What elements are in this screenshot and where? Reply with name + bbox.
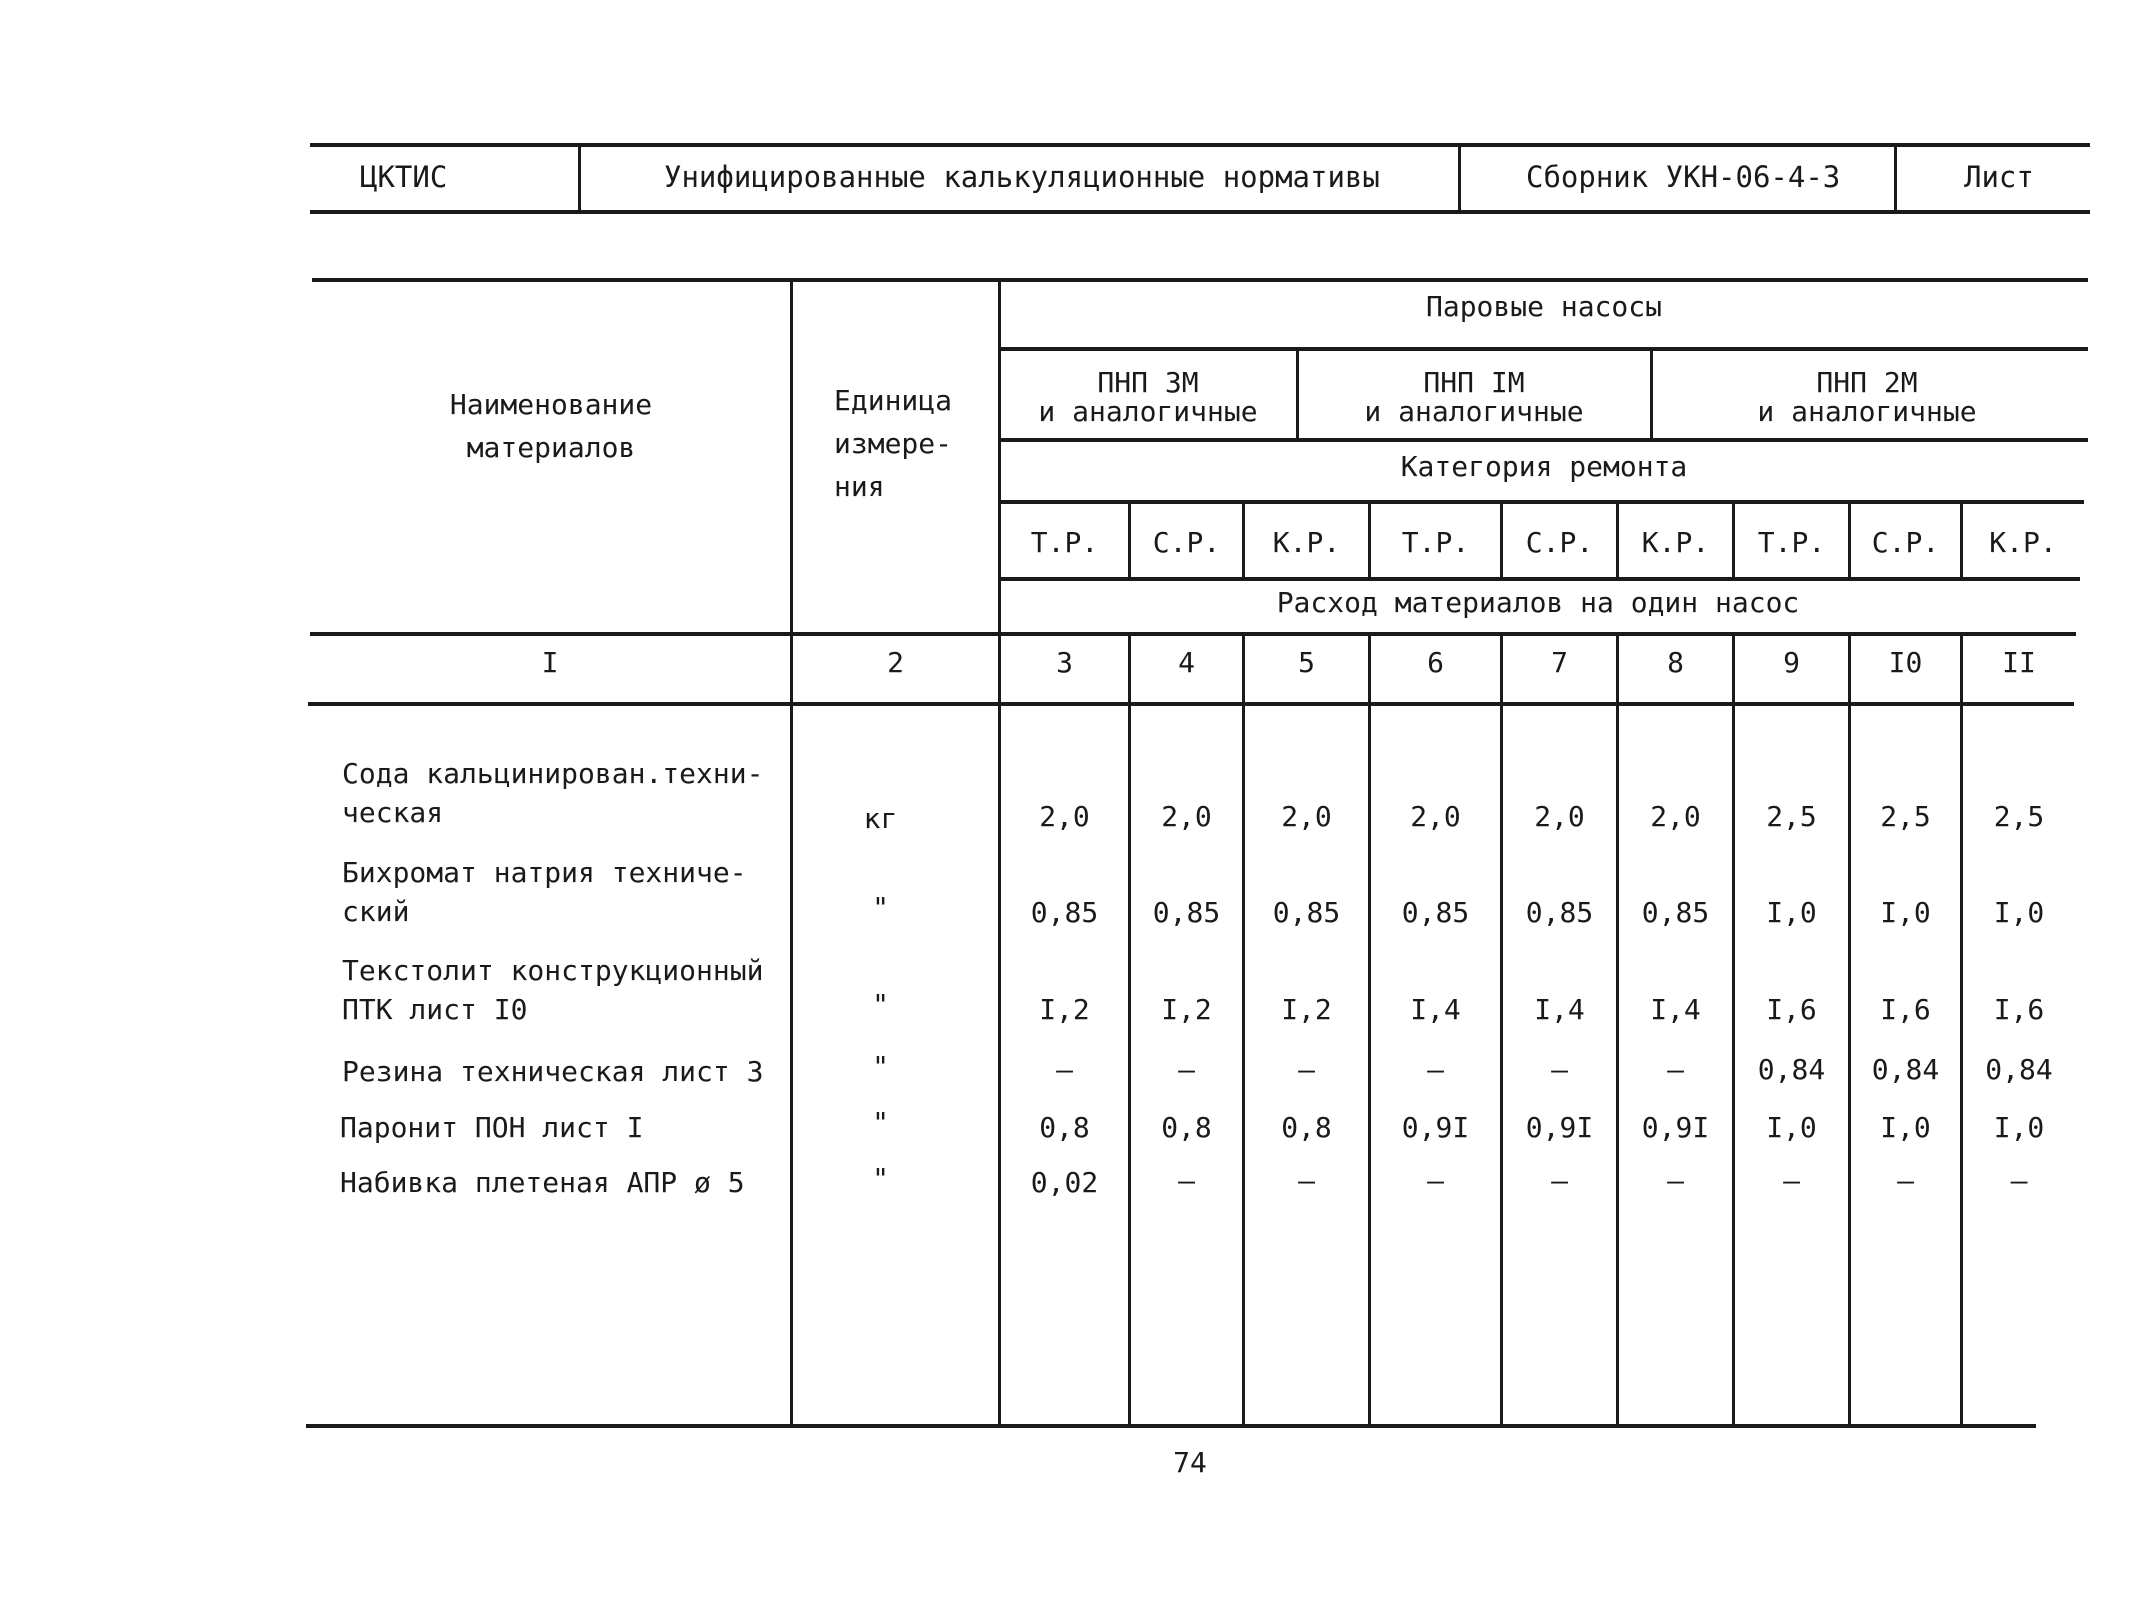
pump-type-2-line2: и аналогичные — [1364, 395, 1584, 428]
material-name-line1: Паронит ПОН лист I — [340, 1111, 644, 1144]
header-divider — [1894, 146, 1897, 212]
col-name-header-line1: Наименование — [449, 388, 653, 421]
repair-category: С.Р. — [1525, 526, 1594, 559]
value-cell: I,4 — [1410, 993, 1461, 1026]
col-name-header-line2: материалов — [466, 431, 636, 464]
value-cell: 0,85 — [1525, 896, 1594, 929]
value-cell: I,4 — [1650, 993, 1701, 1026]
col-unit-header-line3: ния — [834, 470, 885, 503]
pump-type-1-line2: и аналогичные — [1038, 395, 1258, 428]
header-bottom-rule — [310, 210, 2090, 214]
repair-category: С.Р. — [1871, 526, 1940, 559]
column-number: 3 — [1056, 646, 1073, 679]
column-number: 7 — [1551, 646, 1568, 679]
value-cell: – — [1783, 1164, 1800, 1197]
consumption-header: Расход материалов на один насос — [1276, 586, 1800, 619]
column-number: I0 — [1888, 646, 1923, 679]
value-column-divider — [1242, 634, 1245, 1426]
value-column-divider — [1960, 634, 1963, 1426]
column-number: 6 — [1427, 646, 1444, 679]
unit-cell: " — [872, 988, 889, 1021]
value-cell: – — [1298, 1164, 1315, 1197]
col-unit-header-line1: Единица — [834, 384, 953, 417]
repair-category: Т.Р. — [1030, 526, 1099, 559]
value-cell: 0,8 — [1161, 1111, 1212, 1144]
value-cell: – — [1897, 1164, 1914, 1197]
repair-category: К.Р. — [1641, 526, 1710, 559]
group-header-rule — [1000, 347, 2088, 351]
value-cell: 0,9I — [1641, 1111, 1710, 1144]
value-cell: 0,85 — [1641, 896, 1710, 929]
pump-type-1-line1: ПНП 3М — [1097, 366, 1199, 399]
repair-category: Т.Р. — [1401, 526, 1470, 559]
value-cell: – — [1178, 1053, 1195, 1086]
value-cell: – — [1667, 1053, 1684, 1086]
column-divider — [790, 280, 793, 1426]
value-cell: 0,9I — [1401, 1111, 1470, 1144]
repair-category: К.Р. — [1272, 526, 1341, 559]
unit-cell: " — [872, 891, 889, 924]
pump-type-rule — [1000, 438, 2088, 442]
unit-cell: " — [872, 1162, 889, 1195]
pump-type-2-line1: ПНП IM — [1423, 366, 1525, 399]
value-column-divider — [1128, 634, 1131, 1426]
material-name-line1: Резина техническая лист 3 — [342, 1055, 764, 1088]
value-cell: I,0 — [1993, 1111, 2045, 1144]
material-name-line2: ский — [342, 895, 410, 928]
repair-header-rule — [1000, 500, 2084, 504]
group-header: Паровые насосы — [1425, 290, 1662, 323]
header-collection: Сборник УКН-06-4-3 — [1526, 160, 1841, 194]
value-cell: I,0 — [1880, 1111, 1931, 1144]
value-cell: – — [1298, 1053, 1315, 1086]
header-top-rule — [310, 143, 2090, 147]
value-cell: 2,0 — [1281, 800, 1332, 833]
unit-cell: " — [872, 1050, 889, 1083]
material-name-line1: Бихромат натрия техниче- — [342, 856, 747, 889]
repair-category: С.Р. — [1152, 526, 1221, 559]
value-column-divider — [1616, 634, 1619, 1426]
column-number: 2 — [887, 646, 904, 679]
value-cell: – — [1427, 1164, 1444, 1197]
value-cell: 0,85 — [1401, 896, 1470, 929]
header-sheet: Лист — [1964, 160, 2034, 194]
value-cell: I,6 — [1993, 993, 2045, 1026]
value-cell: 2,5 — [1993, 800, 2045, 833]
column-number: I — [541, 646, 559, 679]
value-cell: – — [1667, 1164, 1684, 1197]
value-cell: 2,0 — [1410, 800, 1461, 833]
value-cell: I,0 — [1880, 896, 1931, 929]
page-number: 74 — [1173, 1446, 1207, 1479]
value-cell: 0,84 — [1871, 1053, 1940, 1086]
pump-type-3-line2: и аналогичные — [1757, 395, 1977, 428]
col-unit-header-line2: измере- — [834, 427, 953, 460]
table-bottom-rule — [306, 1424, 2036, 1428]
value-cell: 0,02 — [1030, 1166, 1099, 1199]
repair-category: Т.Р. — [1757, 526, 1826, 559]
repair-category: К.Р. — [1989, 526, 2057, 559]
value-cell: 0,85 — [1272, 896, 1341, 929]
table-top-rule — [312, 278, 2088, 282]
value-cell: I,2 — [1039, 993, 1090, 1026]
unit-cell: кг — [863, 802, 898, 835]
value-cell: 0,8 — [1281, 1111, 1332, 1144]
value-cell: 0,85 — [1030, 896, 1099, 929]
value-cell: 0,9I — [1525, 1111, 1594, 1144]
value-cell: I,6 — [1766, 993, 1817, 1026]
value-cell: I,0 — [1766, 1111, 1817, 1144]
column-numbers-top-rule — [310, 632, 2076, 636]
value-cell: I,0 — [1993, 896, 2045, 929]
material-name-line1: Набивка плетеная АПР ø 5 — [340, 1166, 745, 1199]
unit-cell: " — [872, 1106, 889, 1139]
column-number: 8 — [1667, 646, 1684, 679]
column-number: 5 — [1298, 646, 1315, 679]
value-cell: 2,0 — [1161, 800, 1212, 833]
header-title: Унифицированные калькуляционные нормативы — [664, 160, 1380, 194]
value-cell: – — [1551, 1164, 1568, 1197]
header-divider — [578, 146, 581, 212]
value-cell: 0,8 — [1039, 1111, 1090, 1144]
value-column-divider — [1500, 634, 1503, 1426]
column-number: II — [2002, 646, 2036, 679]
value-cell: – — [1427, 1053, 1444, 1086]
value-cell: I,2 — [1161, 993, 1212, 1026]
material-name-line1: Сода кальцинирован.техни- — [342, 757, 764, 790]
header-divider — [1458, 146, 1461, 212]
value-column-divider — [1732, 634, 1735, 1426]
value-cell: 2,0 — [1039, 800, 1090, 833]
value-cell: 0,84 — [1757, 1053, 1826, 1086]
material-name-line2: ческая — [342, 796, 444, 829]
column-number: 9 — [1783, 646, 1800, 679]
value-cell: 0,84 — [1985, 1053, 2053, 1086]
value-column-divider — [1848, 634, 1851, 1426]
value-cell: I,4 — [1534, 993, 1585, 1026]
material-name-line2: ПТК лист I0 — [342, 993, 528, 1026]
value-cell: I,2 — [1281, 993, 1332, 1026]
value-cell: – — [1056, 1053, 1073, 1086]
repair-category-header: Категория ремонта — [1400, 450, 1688, 483]
value-cell: – — [1178, 1164, 1195, 1197]
value-cell: 2,5 — [1766, 800, 1817, 833]
value-cell: 2,5 — [1880, 800, 1931, 833]
value-cell: I,6 — [1880, 993, 1931, 1026]
value-cell: – — [2010, 1164, 2028, 1197]
column-number: 4 — [1178, 646, 1195, 679]
value-cell: I,0 — [1766, 896, 1817, 929]
value-cell: 0,85 — [1152, 896, 1221, 929]
repair-categories-rule — [1000, 577, 2080, 581]
value-cell: 2,0 — [1534, 800, 1585, 833]
pump-type-3-line1: ПНП 2М — [1816, 366, 1918, 399]
material-name-line1: Текстолит конструкционный — [342, 954, 764, 987]
value-cell: 2,0 — [1650, 800, 1701, 833]
value-cell: – — [1551, 1053, 1568, 1086]
header-org: ЦКТИС — [360, 160, 448, 194]
column-numbers-bottom-rule — [308, 702, 2074, 706]
value-column-divider — [1368, 634, 1371, 1426]
